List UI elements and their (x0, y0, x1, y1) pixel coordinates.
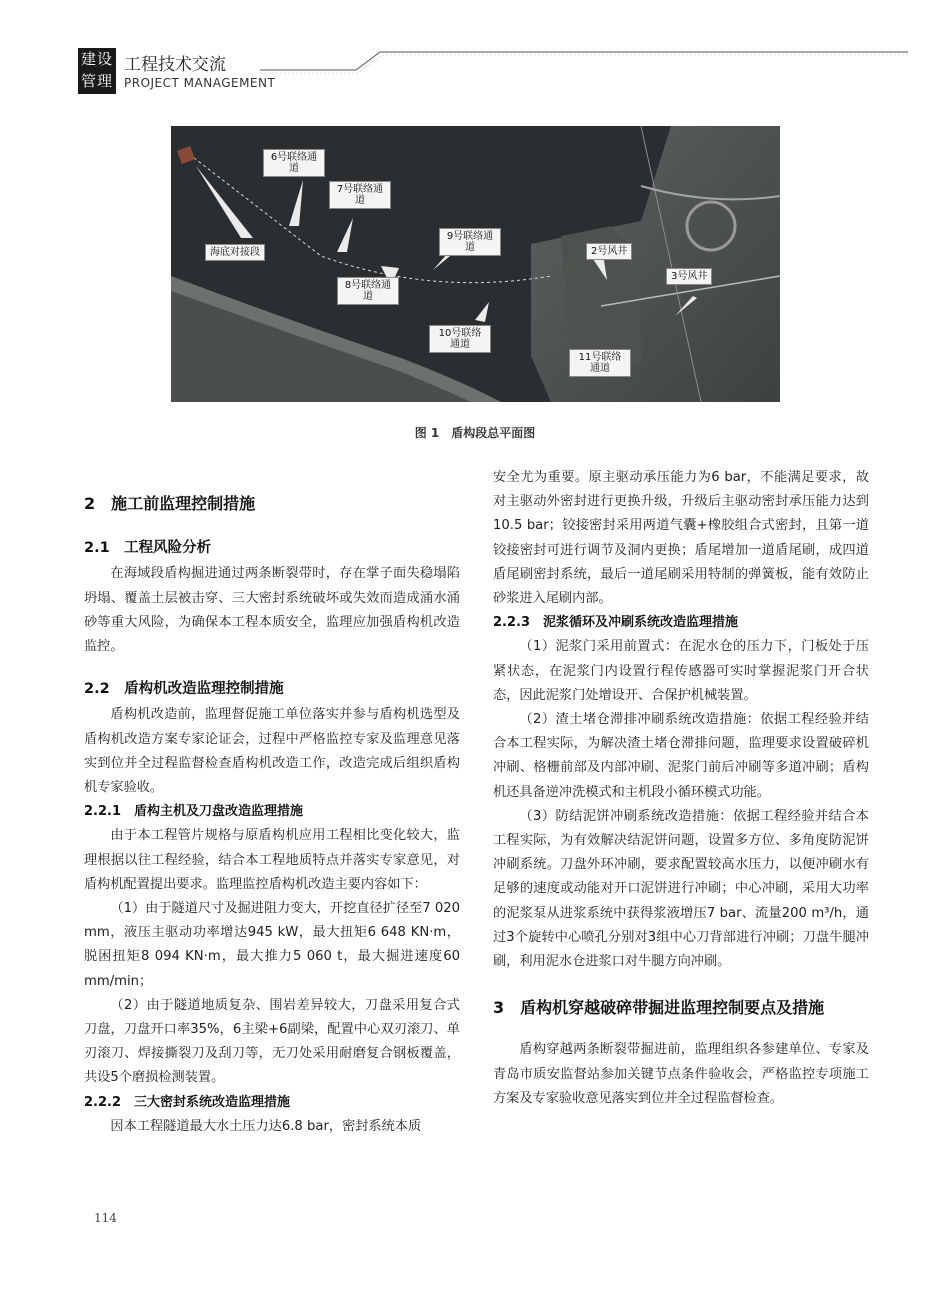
section-2-1-heading: 2.1 工程风险分析 (84, 540, 212, 557)
page-number: 114 (94, 1211, 117, 1225)
map-label-passage-7: 7号联络通道 (329, 181, 391, 209)
map-label-shaft-3: 3号风井 (666, 268, 712, 285)
paragraph: 由于本工程管片规格与原盾构机应用工程相比变化较大，监理根据以往工程经验，结合本工程地质特点并落实专家意见，对盾构机配置提出要求。监理监控盾构机改造主要内容如下： (84, 828, 460, 892)
paragraph: 在海域段盾构掘进通过两条断裂带时，存在掌子面失稳塌陷坍塌、覆盖土层被击穿、三大密封系统破坏或失效而造成涌水涌砂等重大风险，为确保本工程本质安全，监理应加强盾构机改造监控。 (84, 566, 460, 655)
paragraph: （1）由于隧道尺寸及掘进阻力变大，开挖直径扩径至7 020 mm，液压主驱动功率增达945 kW，最大扭矩6 648 KN·m，脱困扭矩8 094 KN·m，最大推力5 060 t，最大掘进速度60 mm/min； (84, 901, 460, 989)
section-2-2-3-heading: 2.2.3 泥浆循环及冲刷系统改造监理措施 (493, 615, 739, 631)
paragraph: 盾构穿越两条断裂带掘进前，监理组织各参建单位、专家及青岛市质安监督站参加关键节点条件验收会，严格监控专项施工方案及专家验收意见落实到位并全过程监督检查。 (493, 1042, 869, 1106)
map-label-passage-9: 9号联络通道 (439, 228, 501, 256)
section-2-2-1-heading: 2.2.1 盾构主机及刀盘改造监理措施 (84, 804, 304, 820)
map-label-passage-6: 6号联络通道 (263, 149, 325, 177)
tunnel-site-plan-map (171, 126, 780, 402)
page-header (78, 44, 908, 100)
map-label-undersea-junction: 海底对接段 (205, 244, 265, 261)
map-label-passage-10: 10号联络通道 (429, 325, 491, 353)
right-column (493, 466, 869, 1111)
journal-section-title: 工程技术交流 (124, 55, 226, 75)
paragraph: （2）由于隧道地质复杂、围岩差异较大，刀盘采用复合式刀盘，刀盘开口率35%，6主梁+6副梁，配置中心双刃滚刀、单刃滚刀、焊接撕裂刀及刮刀等，无刀处采用耐磨复合钢板覆盖，共设5个磨损检测装置。 (84, 997, 460, 1086)
paragraph: （2）渣土堵仓滞排冲刷系统改造措施：依据工程经验并结合本工程实际，为解决渣土堵仓滞排问题，监理要求设置破碎机冲刷、格栅前部及内部冲刷、泥浆门前后冲刷等多道冲刷；盾构机还具备逆冲洗模式和主机段小循环模式功能。 (493, 712, 869, 800)
section-2-heading: 2 施工前监理控制措施 (84, 494, 256, 513)
paragraph: 安全尤为重要。原主驱动承压能力为6 bar，不能满足要求，故对主驱动外密封进行更换升级，升级后主驱动密封承压能力达到10.5 bar；铰接密封采用两道气囊+橡胶组合式密封，且第一道铰接密封可进行调节及洞内更换；盾尾增加一道盾尾刷，成四道盾尾刷密封系统，最后一道尾刷采用特制的弹簧板，能有效防止砂浆进入尾刷内部。 (493, 470, 869, 607)
map-label-shaft-2: 2号风井 (586, 243, 632, 260)
journal-section-subtitle: PROJECT MANAGEMENT (124, 76, 276, 90)
map-label-passage-11: 11号联络通道 (569, 349, 631, 377)
section-3-heading: 3 盾构机穿越破碎带掘进监理控制要点及措施 (493, 998, 825, 1018)
paragraph: 因本工程隧道最大水土压力达6.8 bar，密封系统本质 (110, 1118, 422, 1134)
paragraph: 盾构机改造前，监理督促施工单位落实并参与盾构机选型及盾构机改造方案专家论证会，过程中严格监控专家及监理意见落实到位并全过程监督检查盾构机改造工作，改造完成后组织盾构机专家验收。 (84, 707, 460, 796)
left-column (84, 466, 460, 1139)
paragraph: （3）防结泥饼冲刷系统改造措施：依据工程经验并结合本工程实际，为有效解决结泥饼问题，设置多方位、多角度防泥饼冲刷系统。刀盘外环冲刷，要求配置较高水压力，以便冲刷水有足够的速度或动能对开口泥饼进行冲刷；中心冲刷，采用大功率的泥浆泵从进浆系统中获得浆液增压7 bar、流量200 m³/h，通过3个旋转中心喷孔分别对3组中心刀背部进行冲刷；刀盘牛腿冲刷，利用泥水仓进浆口对牛腿方向冲刷。 (493, 808, 869, 970)
journal-logo: 建设 管理 (78, 48, 116, 94)
paragraph: （1）泥浆门采用前置式：在泥水仓的压力下，门板处于压紧状态，在泥浆门内设置行程传感器可实时掌握泥浆门开合状态，因此泥浆门处增设开、合保护机械装置。 (493, 639, 869, 703)
section-2-2-2-heading: 2.2.2 三大密封系统改造监理措施 (84, 1094, 291, 1110)
header-rule (260, 44, 908, 78)
section-2-2-heading: 2.2 盾构机改造监理控制措施 (84, 681, 284, 698)
figure-caption: 图 1 盾构段总平面图 (414, 426, 536, 440)
map-label-passage-8: 8号联络通道 (337, 277, 399, 305)
